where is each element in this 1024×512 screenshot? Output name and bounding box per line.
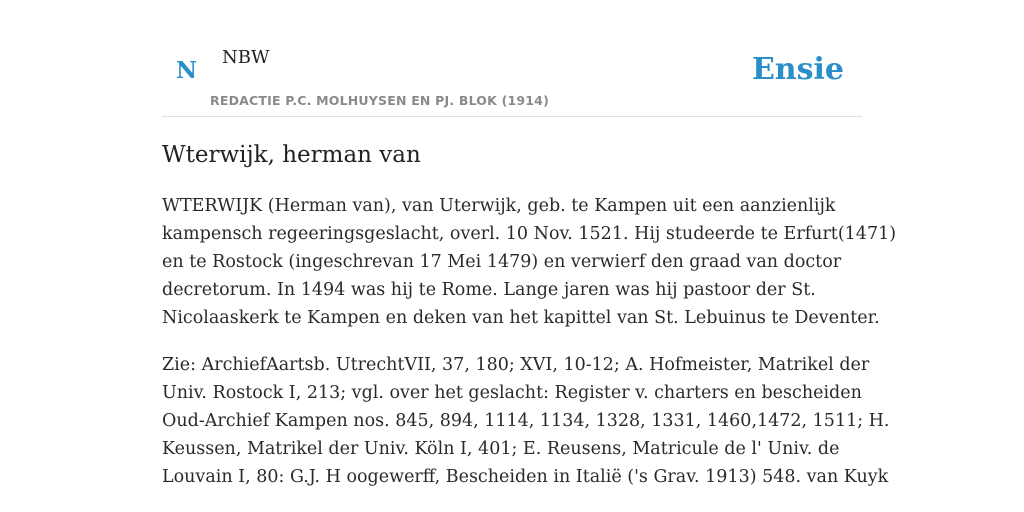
text-line: Zie: ArchiefAartsb. UtrechtVII, 37, 180; XVI, 10-12; A. Hofmeister, Matrikel der bbox=[162, 355, 870, 375]
text-line: Nicolaaskerk te Kampen en deken van het kapittel van St. Lebuinus te Deventer. bbox=[162, 308, 880, 328]
article-title: Wterwijk, herman van bbox=[162, 142, 421, 168]
text-line: Oud-Archief Kampen nos. 845, 894, 1114, 1134, 1328, 1331, 1460,1472, 1511; H. bbox=[162, 411, 890, 431]
source-editor: REDACTIE P.C. MOLHUYSEN EN PJ. BLOK (1914) bbox=[210, 93, 549, 108]
text-line: kampensch regeeringsgeslacht, overl. 10 Nov. 1521. Hij studeerde te Erfurt(1471) bbox=[162, 224, 897, 244]
article-paragraph-sources bbox=[162, 351, 890, 491]
text-line: en te Rostock (ingeschrevan 17 Mei 1479) en verwierf den graad van doctor bbox=[162, 252, 842, 272]
text-line: WTERWIJK (Herman van), van Uterwijk, geb. te Kampen uit een aanzienlijk bbox=[162, 196, 836, 216]
article-paragraph-bio bbox=[162, 192, 897, 332]
text-line: Louvain I, 80: G.J. H oogewerff, Bescheiden in Italië ('s Grav. 1913) 548. van Kuyk bbox=[162, 467, 889, 487]
text-line: decretorum. In 1494 was hij te Rome. Lange jaren was hij pastoor der St. bbox=[162, 280, 816, 300]
brand-logo-link[interactable]: Ensie bbox=[751, 52, 844, 87]
source-name[interactable]: NBW bbox=[222, 47, 270, 68]
text-line: Univ. Rostock I, 213; vgl. over het geslacht: Register v. charters en bescheiden bbox=[162, 383, 862, 403]
site-header bbox=[162, 0, 862, 117]
source-logo-icon[interactable]: N bbox=[176, 57, 198, 84]
text-line: Keussen, Matrikel der Univ. Köln I, 401; E. Reusens, Matricule de l' Univ. de bbox=[162, 439, 840, 459]
